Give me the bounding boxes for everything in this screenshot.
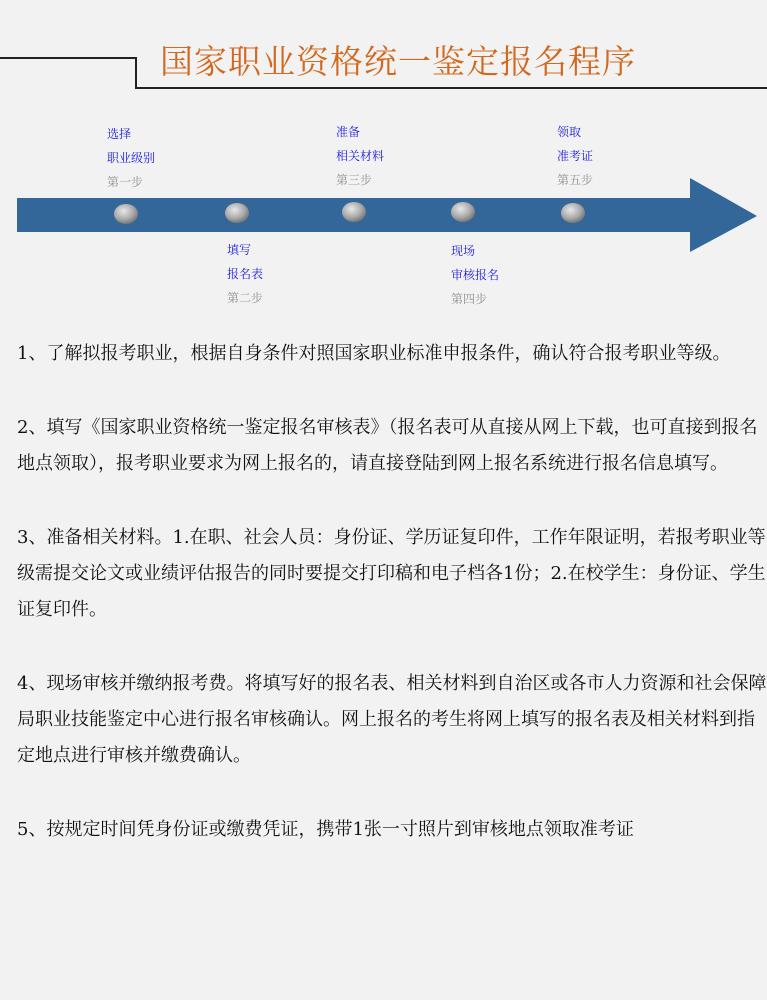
- paragraph-step-3: 3、准备相关材料。1.在职、社会人员：身份证、学历证复印件，工作年限证明，若报考职业等级需提交论文或业绩评估报告的同时要提交打印稿和电子档各1份；2.在校学生：身份证、学生证复印件。: [17, 527, 766, 620]
- step-1-line1: 选择: [107, 127, 132, 141]
- step-3-line1: 准备: [336, 125, 361, 139]
- step-dot-5: [561, 203, 585, 223]
- step-3-number: 第三步: [336, 173, 373, 187]
- step-5-line2: 准考证: [557, 149, 594, 163]
- step-label-3: [336, 120, 384, 192]
- procedure-description: [17, 336, 767, 886]
- step-1-number: 第一步: [107, 175, 144, 189]
- step-4-line1: 现场: [451, 244, 476, 258]
- page-header: [0, 0, 767, 100]
- process-timeline: [0, 110, 767, 320]
- step-2-line1: 填写: [227, 243, 252, 257]
- step-label-1: [107, 122, 155, 194]
- step-1-line2: 职业级别: [107, 151, 156, 165]
- step-3-line2: 相关材料: [336, 149, 385, 163]
- paragraph-step-5: 5、按规定时间凭身份证或缴费凭证，携带1张一寸照片到审核地点领取准考证: [17, 819, 634, 840]
- step-2-line2: 报名表: [227, 267, 264, 281]
- step-dot-1: [114, 204, 138, 224]
- step-5-line1: 领取: [557, 125, 582, 139]
- step-5-number: 第五步: [557, 173, 594, 187]
- step-dot-4: [451, 202, 475, 222]
- step-label-4: [451, 239, 499, 311]
- step-4-line2: 审核报名: [451, 268, 500, 282]
- step-2-number: 第二步: [227, 291, 264, 305]
- step-4-number: 第四步: [451, 292, 488, 306]
- step-dot-3: [342, 202, 366, 222]
- step-dot-2: [225, 203, 249, 223]
- page-title: 国家职业资格统一鉴定报名程序: [160, 42, 636, 81]
- paragraph-step-4: 4、现场审核并缴纳报考费。将填写好的报名表、相关材料到自治区或各市人力资源和社会保障局职业技能鉴定中心进行报名审核确认。网上报名的考生将网上填写的报名表及相关材料到指定地点进行审核并缴费确认。: [17, 673, 767, 766]
- paragraph-step-2: 2、填写《国家职业资格统一鉴定报名审核表》（报名表可从直接从网上下载，也可直接到报名地点领取），报考职业要求为网上报名的，请直接登陆到网上报名系统进行报名信息填写。: [17, 417, 758, 474]
- step-label-5: [557, 120, 593, 192]
- step-label-2: [227, 238, 263, 310]
- paragraph-step-1: 1、了解拟报考职业，根据自身条件对照国家职业标准申报条件，确认符合报考职业等级。: [17, 343, 731, 364]
